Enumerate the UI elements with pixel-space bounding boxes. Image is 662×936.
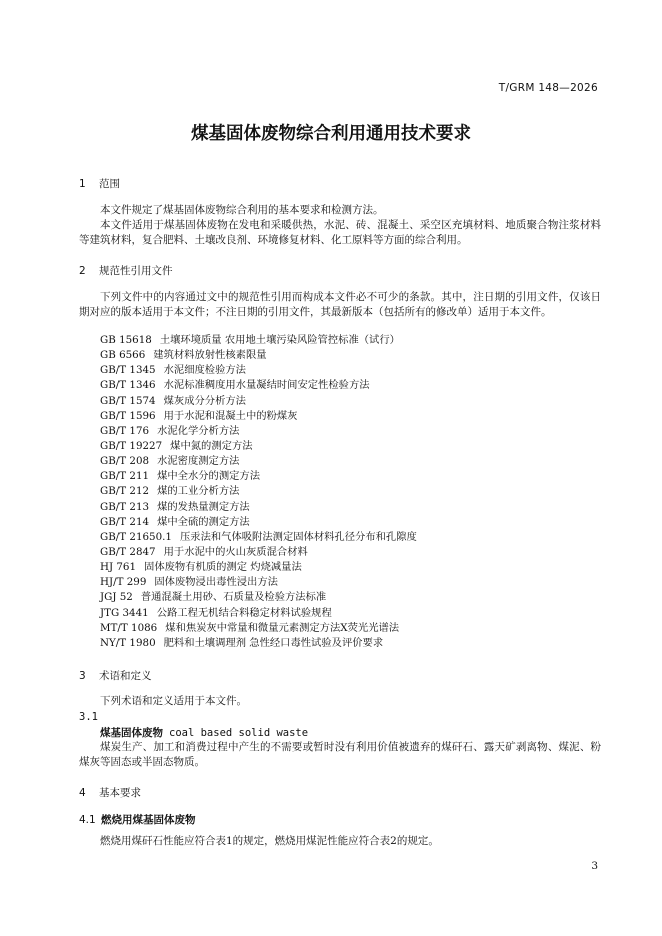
section-3-paragraph-1: 下列术语和定义适用于本文件。 [100,695,247,707]
section-1-paragraph-1: 本文件规定了煤基固体废物综合利用的基本要求和检测方法。 [100,204,384,216]
section-4-heading [79,785,141,800]
section-title: 术语和定义 [99,670,152,682]
reference-item [100,348,417,363]
section-number: 4 [79,787,86,799]
reference-title: 煤的工业分析方法 [157,485,240,498]
reference-item [100,636,417,651]
term-chinese: 煤基固体废物 [100,727,163,739]
reference-item [100,333,417,348]
term-number: 3.1 [79,711,98,723]
reference-item [100,469,417,484]
reference-item [100,530,417,545]
reference-code: GB/T 1574 [100,394,156,407]
subsection-number: 4.1 [79,814,96,826]
reference-code: JTG 3441 [100,606,149,619]
reference-item [100,621,417,636]
reference-code: GB/T 1596 [100,409,156,422]
reference-title: 肥料和土壤调理剂 急性经口毒性试验及评价要求 [163,636,384,649]
page-number: 3 [591,860,598,872]
reference-item [100,454,417,469]
section-number: 1 [79,178,86,190]
term-entry [100,725,308,740]
standard-code: T/GRM 148—2026 [498,82,598,94]
reference-item [100,575,417,590]
reference-code: HJ 761 [100,561,137,574]
reference-title: 压汞法和气体吸附法测定固体材料孔径分布和孔隙度 [179,530,417,543]
reference-item [100,394,417,409]
reference-title: 水泥标准稠度用水量凝结时间安定性检验方法 [163,379,370,392]
normative-references-list [100,333,417,651]
reference-title: 土壤环境质量 农用地土壤污染风险管控标准（试行） [159,334,400,346]
section-3-heading [79,668,152,683]
reference-item [100,424,417,439]
reference-code: GB/T 21650.1 [100,530,172,543]
reference-code: HJ/T 299 [100,576,147,589]
term-english: coal based solid waste [169,727,309,739]
reference-item [100,515,417,530]
section-4-paragraph-1: 燃烧用煤矸石性能应符合表1的规定，燃烧用煤泥性能应符合表2的规定。 [100,835,439,847]
reference-code: NY/T 1980 [100,636,156,649]
reference-code: GB 6566 [100,349,146,362]
section-title: 范围 [99,178,120,190]
reference-title: 用于水泥中的火山灰质混合材料 [163,545,308,558]
reference-code: GB/T 2847 [100,545,156,558]
reference-title: 水泥密度测定方法 [157,455,240,468]
reference-title: 煤灰成分分析方法 [163,394,246,407]
section-number: 2 [79,265,86,277]
reference-title: 煤和焦炭灰中常量和微量元素测定方法X荧光光谱法 [165,621,400,634]
reference-code: GB 15618 [100,334,152,346]
reference-title: 水泥细度检验方法 [163,364,246,377]
reference-title: 普通混凝土用砂、石质量及检验方法标准 [140,591,327,604]
reference-title: 水泥化学分析方法 [157,424,240,437]
reference-title: 公路工程无机结合料稳定材料试验规程 [156,606,332,619]
subsection-4-1-heading [79,812,196,827]
section-1-paragraph-2: 本文件适用于煤基固体废物在发电和采暖供热，水泥、砖、混凝土、采空区充填材料、地质聚合物注浆材料等建筑材料，复合肥料、土壤改良剂、环境修复材料、化工原料等方面的综合利用。 [79,219,601,246]
reference-item [100,606,417,621]
reference-code: GB/T 176 [100,424,150,437]
reference-title: 建筑材料放射性核素限量 [153,349,267,362]
section-number: 3 [79,670,86,682]
reference-title: 煤中氮的测定方法 [170,439,253,452]
reference-title: 用于水泥和混凝土中的粉煤灰 [163,409,298,422]
reference-title: 固体废物浸出毒性浸出方法 [154,576,278,589]
reference-code: MT/T 1086 [100,621,158,634]
reference-title: 煤中全水分的测定方法 [157,470,261,483]
document-title: 煤基固体废物综合利用通用技术要求 [191,124,471,144]
reference-item [100,363,417,378]
section-1-heading [79,176,120,191]
term-definition: 煤炭生产、加工和消费过程中产生的不需要或暂时没有利用价值被遗弃的煤矸石、露天矿剥离物、煤泥、粉煤灰等固态或半固态物质。 [79,741,601,768]
reference-code: GB/T 212 [100,485,150,498]
reference-code: GB/T 211 [100,470,150,483]
reference-code: GB/T 214 [100,515,150,528]
reference-item [100,500,417,515]
reference-item [100,409,417,424]
section-title: 规范性引用文件 [99,265,173,277]
reference-item [100,590,417,605]
reference-code: JGJ 52 [100,591,133,604]
reference-item [100,484,417,499]
reference-item [100,545,417,560]
reference-title: 煤中全硫的测定方法 [157,515,250,528]
reference-code: GB/T 1345 [100,364,156,377]
reference-item [100,560,417,575]
reference-title: 煤的发热量测定方法 [157,500,250,513]
reference-item [100,378,417,393]
reference-code: GB/T 213 [100,500,150,513]
reference-code: GB/T 208 [100,455,150,468]
section-title: 基本要求 [99,787,141,799]
section-2-heading [79,263,173,278]
reference-code: GB/T 19227 [100,439,163,452]
subsection-title: 燃烧用煤基固体废物 [101,814,196,826]
reference-title: 固体废物有机质的测定 灼烧减量法 [144,561,302,574]
reference-code: GB/T 1346 [100,379,156,392]
reference-item [100,439,417,454]
section-2-paragraph-1: 下列文件中的内容通过文中的规范性引用而构成本文件必不可少的条款。其中，注日期的引用文件，仅该日期对应的版本适用于本文件；不注日期的引用文件，其最新版本（包括所有的修改单）适用于本文件。 [79,291,601,318]
